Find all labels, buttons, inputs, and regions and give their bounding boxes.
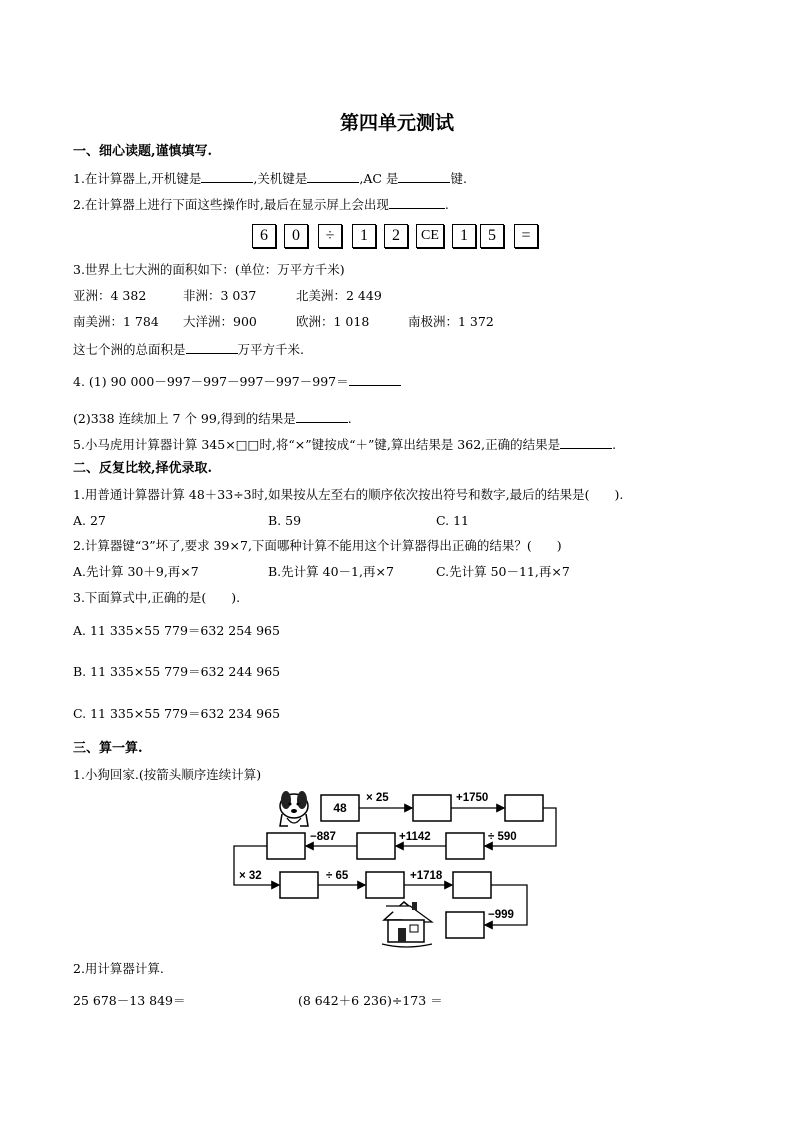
- option-2-2-c[interactable]: C.先计算 50－11,再×7: [436, 564, 570, 579]
- flow-start-value: 48: [333, 801, 347, 815]
- question-1-3-total: 这七个洲的总面积是 万平方千米.: [73, 342, 304, 357]
- question-3-1: 1.小狗回家.(按箭头顺序连续计算): [73, 767, 262, 782]
- continent-north-america: 北美洲：2 449: [296, 288, 382, 303]
- option-2-3-c[interactable]: C. 11 335×55 779＝632 234 965: [73, 706, 281, 721]
- flow-op: ÷ 65: [326, 870, 349, 882]
- calc-expression-2: (8 642＋6 236)÷173 ＝: [298, 993, 443, 1008]
- section1-heading: 一、细心读题,谨慎填写.: [73, 144, 213, 159]
- question-2-3: 3.下面算式中,正确的是( ).: [73, 590, 241, 605]
- section3-heading: 三、算一算.: [73, 741, 143, 756]
- flow-box-answer[interactable]: [446, 833, 484, 859]
- key-divide: ÷: [318, 224, 342, 248]
- flow-box-answer[interactable]: [413, 795, 451, 821]
- section2-heading: 二、反复比较,择优录取.: [73, 461, 213, 476]
- flow-op: −999: [488, 909, 514, 921]
- option-2-1-b[interactable]: B. 59: [268, 513, 302, 528]
- continent-africa: 非洲：3 037: [183, 288, 257, 303]
- question-1-4-1: 4. (1) 90 000－997－997－997－997－997＝: [73, 373, 401, 390]
- calc-expression-1: 25 678－13 849＝: [73, 993, 186, 1008]
- question-1-5: 5.小马虎用计算器计算 345×□□时,将“×”键按成“＋”键,算出结果是 362,正确的结果是 .: [73, 437, 617, 452]
- flow-op: ÷ 590: [488, 831, 517, 843]
- flow-op: −887: [310, 831, 336, 843]
- key-5: 5: [480, 224, 504, 248]
- question-2-1: 1.用普通计算器计算 48＋33÷3时,如果按从左至右的顺序依次按出符号和数字,最后的结果是( ).: [73, 487, 624, 502]
- key-1: 1: [352, 224, 376, 248]
- continent-europe: 欧洲：1 018: [296, 314, 370, 329]
- key-0: 0: [284, 224, 308, 248]
- option-2-2-b[interactable]: B.先计算 40－1,再×7: [268, 564, 394, 579]
- flow-box-answer[interactable]: [280, 872, 318, 898]
- flow-op: +1750: [456, 792, 489, 804]
- house-icon: [382, 902, 432, 947]
- dog-icon: [280, 791, 308, 826]
- continent-south-america: 南美洲：1 784: [73, 314, 159, 329]
- flow-op: +1142: [399, 831, 431, 843]
- question-1-2: 2.在计算器上进行下面这些操作时,最后在显示屏上会出现 .: [73, 197, 449, 212]
- key-equals: =: [514, 224, 538, 248]
- continent-oceania: 大洋洲：900: [183, 314, 257, 329]
- option-2-3-a[interactable]: A. 11 335×55 779＝632 254 965: [73, 623, 280, 638]
- question-1-1: 1.在计算器上,开机键是 ,关机键是 ,AC 是 键.: [73, 171, 467, 186]
- question-1-4-2: (2)338 连续加上 7 个 99,得到的结果是 .: [73, 411, 352, 426]
- flow-box-answer[interactable]: [357, 833, 395, 859]
- question-3-2: 2.用计算器计算.: [73, 961, 164, 976]
- option-2-1-a[interactable]: A. 27: [73, 513, 106, 528]
- flow-op: +1718: [410, 870, 443, 882]
- flow-box-answer[interactable]: [446, 912, 484, 938]
- question-1-3-intro: 3.世界上七大洲的面积如下：(单位：万平方千米): [73, 262, 345, 277]
- flow-box-answer[interactable]: [505, 795, 543, 821]
- continent-asia: 亚洲：4 382: [73, 288, 147, 303]
- flow-op: × 32: [239, 870, 262, 882]
- key-1b: 1: [452, 224, 476, 248]
- flow-box-answer[interactable]: [267, 833, 305, 859]
- option-2-1-c[interactable]: C. 11: [436, 513, 469, 528]
- page-title: 第四单元测试: [339, 112, 454, 134]
- option-2-3-b[interactable]: B. 11 335×55 779＝632 244 965: [73, 664, 281, 679]
- key-2: 2: [384, 224, 408, 248]
- key-6: 6: [252, 224, 276, 248]
- flow-box-answer[interactable]: [366, 872, 404, 898]
- flow-box-answer[interactable]: [453, 872, 491, 898]
- flow-op: × 25: [366, 792, 389, 804]
- key-ce: CE: [416, 224, 444, 248]
- continent-antarctica: 南极洲：1 372: [408, 314, 494, 329]
- question-2-2: 2.计算器键“3”坏了,要求 39×7,下面哪种计算不能用这个计算器得出正确的结果？( ): [73, 538, 562, 553]
- option-2-2-a[interactable]: A.先计算 30＋9,再×7: [73, 564, 199, 579]
